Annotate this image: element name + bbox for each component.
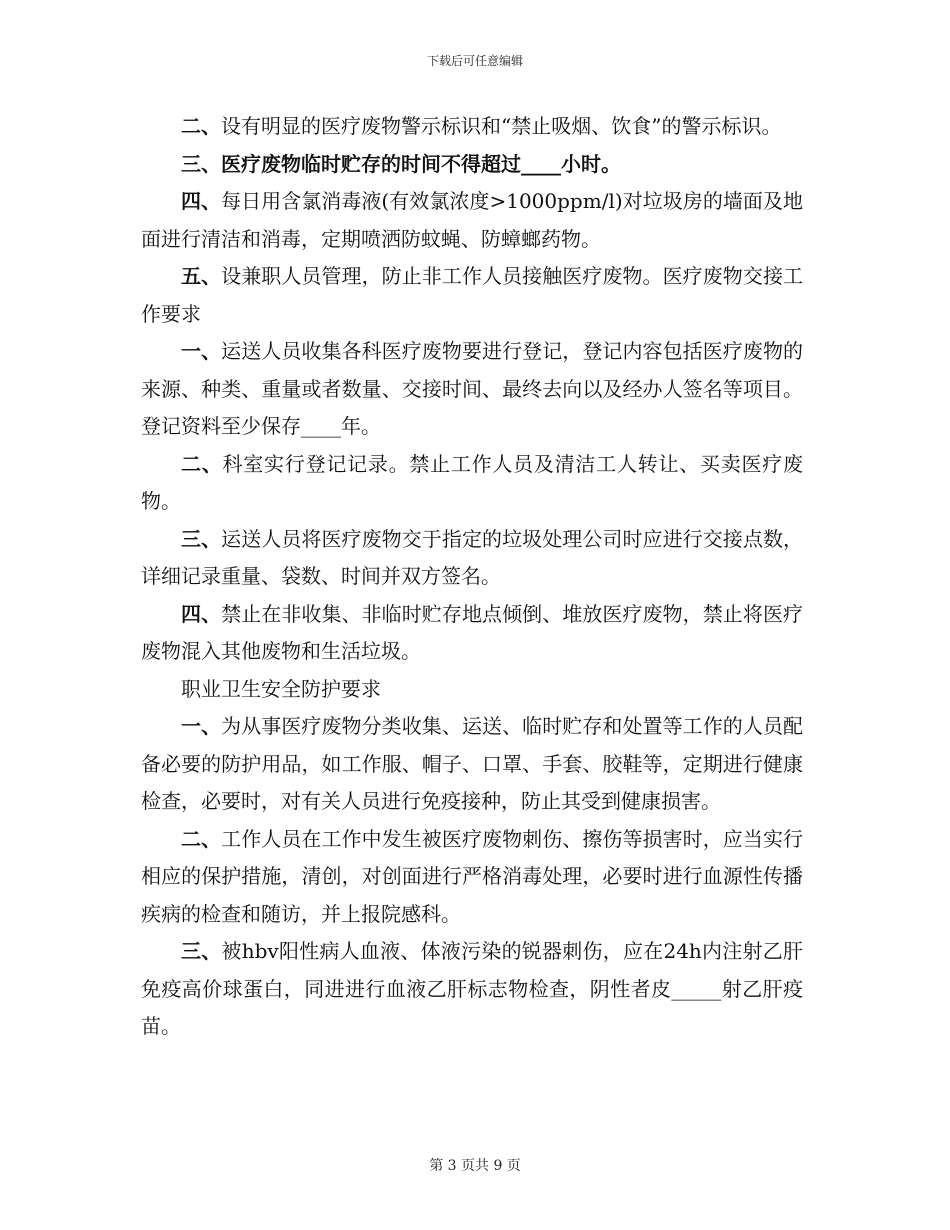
paragraph-lead: 二、 (181, 114, 221, 138)
paragraph-text: 为从事医疗废物分类收集、运送、临时贮存和处置等工作的人员配备必要的防护用品，如工作服、帽子、口罩、手套、胶鞋等，定期进行健康检查，必要时，对有关人员进行免疫接种，防止其受到健康损害。 (141, 714, 804, 813)
paragraph-text: 科室实行登记记录。禁止工作人员及清洁工人转让、买卖医疗废物。 (141, 451, 804, 513)
paragraph-text: 禁止在非收集、非临时贮存地点倾倒、堆放医疗废物，禁止将医疗废物混入其他废物和生活垃圾。 (141, 601, 804, 663)
paragraph-text: 被hbv阳性病人血液、体液污染的锐器刺伤，应在24h内注射乙肝免疫高价球蛋白，同进进行血液乙肝标志物检查，阴性者皮_____射乙肝疫苗。 (141, 939, 804, 1038)
page-footer: 第 3 页共 9 页 (429, 1158, 521, 1174)
paragraph-text: 设有明显的医疗废物警示标识和“禁止吸烟、饮食”的警示标识。 (221, 114, 782, 138)
paragraph-lead: 二、 (181, 451, 223, 476)
paragraph-lead: 五、 (181, 264, 222, 288)
paragraph (141, 183, 803, 258)
paragraph (141, 258, 803, 333)
paragraph (141, 821, 803, 934)
paragraph (141, 146, 803, 184)
paragraph (141, 708, 803, 821)
paragraph-lead: 二、 (181, 826, 222, 851)
paragraph-text: 设兼职人员管理，防止非工作人员接触医疗废物。医疗废物交接工作要求 (141, 264, 804, 326)
paragraph-lead: 三、 (181, 939, 222, 963)
paragraph-lead: 一、 (181, 339, 222, 363)
paragraph (141, 108, 803, 146)
paragraph-text: 运送人员将医疗废物交于指定的垃圾处理公司时应进行交接点数，详细记录重量、袋数、时间并双方签名。 (141, 526, 804, 588)
paragraph-text: 每日用含氯消毒液(有效氯浓度>1000ppm/l)对垃圾房的墙面及地面进行清洁和消毒，定期喷洒防蚊蝇、防蟑螂药物。 (141, 189, 804, 251)
document-body (141, 108, 803, 1046)
paragraph-lead: 四、 (181, 189, 222, 213)
paragraph (141, 333, 803, 446)
paragraph-text: 运送人员收集各科医疗废物要进行登记，登记内容包括医疗废物的来源、种类、重量或者数量、交接时间、最终去向以及经办人签名等项目。登记资料至少保存____年。 (141, 339, 804, 438)
paragraph-lead: 四、 (181, 601, 222, 626)
paragraph (141, 521, 803, 596)
paragraph-lead: 三、 (181, 526, 222, 551)
paragraph (141, 596, 803, 671)
paragraph-text: 职业卫生安全防护要求 (181, 676, 381, 701)
paragraph-text: 工作人员在工作中发生被医疗废物刺伤、擦伤等损害时，应当实行相应的保护措施，清创，对创面进行严格消毒处理，必要时进行血源性传播疾病的检查和随访，并上报院感科。 (141, 826, 804, 926)
page-header: 下载后可任意编辑 (426, 54, 523, 68)
paragraph (141, 933, 803, 1046)
paragraph-lead: 一、 (181, 714, 222, 738)
paragraph (141, 446, 803, 521)
section-heading (141, 671, 803, 709)
paragraph-lead: 三、医疗废物临时贮存的时间不得超过____小时。 (181, 151, 621, 176)
